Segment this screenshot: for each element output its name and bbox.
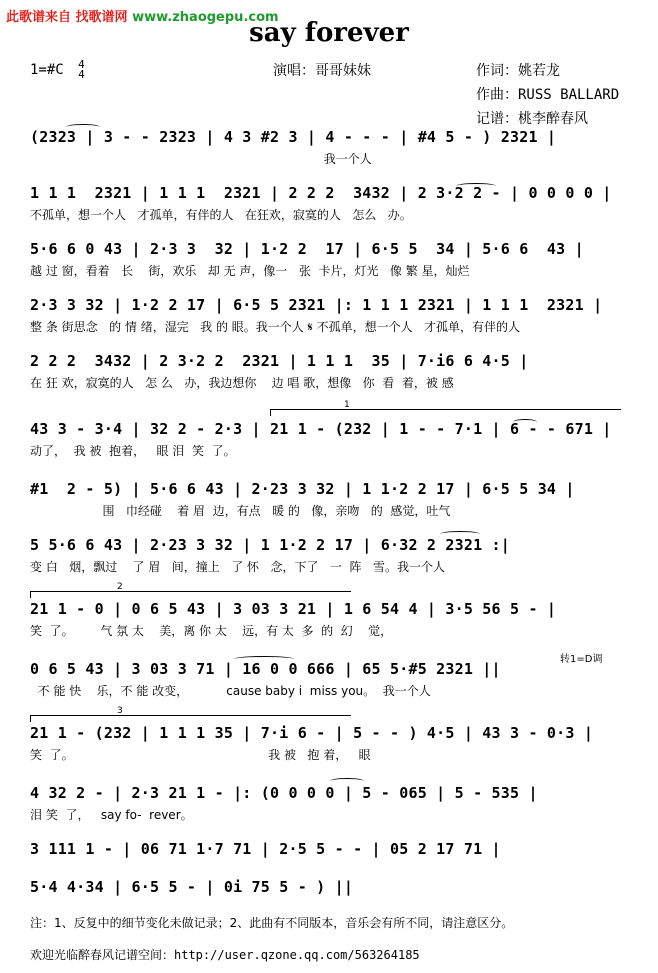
watermark-mid: 找歌谱网 [75, 10, 128, 25]
notation-line: 5 5·6 6 43 | 2·23 3 32 | 1 1·2 2 17 | 6·32 2 2321 :| [30, 536, 510, 554]
notation-line: 5·4 4·34 | 6·5 5 - | 0i 75 5 - ) || [30, 878, 354, 896]
lyric-line: 变 白 烟，飘过 了 眉 间，撞上 了 怀 念，下了 一 阵 雪。我一个人 [30, 560, 445, 574]
lyric-line: 在 狂 欢，寂寞的人 怎 么 办，我边想你 边 唱 歌，想像 你 看 着，被 感 [30, 376, 454, 390]
slur [66, 124, 100, 130]
lyricist: 作词：姚若龙 [476, 63, 560, 79]
welcome-link[interactable]: 欢迎光临醉春风记谱空间：http://user.qzone.qq.com/563264185 [30, 948, 420, 962]
volta-bracket-1: 1 [270, 409, 621, 416]
tie [234, 656, 294, 662]
lyric-line: 越 过 窗，看着 长 街，欢乐 却 无 声，像一 张 卡片，灯光 像 繁 星，灿烂 [30, 264, 470, 278]
notation-line: 43 3 - 3·4 | 32 2 - 2·3 | 21 1 - (232 | 1 - - 7·1 | 6 - - 671 | [30, 420, 612, 438]
notation-line: 1 1 1 2321 | 1 1 1 2321 | 2 2 2 3432 | 2 3·2 2 - | 0 0 0 0 | [30, 184, 612, 202]
notation-line: 5·6 6 0 43 | 2·3 3 32 | 1·2 2 17 | 6·5 5 34 | 5·6 6 43 | [30, 240, 584, 258]
composer: 作曲：RUSS BALLARD [476, 87, 620, 103]
lyric-line: 我一个人 [30, 152, 372, 166]
modulation-mark: 转1=D调 [560, 654, 603, 665]
time-signature: 4 4 [78, 58, 85, 81]
key-label: 1=#C [30, 62, 64, 78]
volta-bracket-2: 2 [30, 591, 351, 598]
notation-line: 2·3 3 32 | 1·2 2 17 | 6·5 5 2321 |: 1 1 1 2321 | 1 1 1 2321 | [30, 296, 603, 314]
watermark-url[interactable]: www.zhaogepu.com [132, 10, 279, 25]
lyric-line: 笑 了。 我 被 抱 着， 眼 [30, 748, 371, 762]
notation-line: 3 111 1 - | 06 71 1·7 71 | 2·5 5 - - | 05 2 17 71 | [30, 840, 501, 858]
key-signature [30, 60, 85, 80]
lyric-line: 泪 笑 了， say fo- rever。 [30, 808, 193, 822]
notation-line: (2323 | 3 - - 2323 | 4 3 #2 3 | 4 - - - | #4 5 - ) 2321 | [30, 128, 557, 146]
notation-line: #1 2 - 5) | 5·6 6 43 | 2·23 3 32 | 1 1·2 2 17 | 6·5 5 34 | [30, 480, 575, 498]
slur [330, 778, 364, 784]
slur [513, 419, 537, 425]
volta-bracket-3: 3 [30, 715, 351, 722]
lyric-line: 整 条 街思念 的 情 绪，湿完 我 的 眼。我一个人 𝄋 不孤单，想一个人 才孤单，有伴的人 [30, 320, 521, 334]
watermark-left: 此歌谱来自 [6, 10, 72, 25]
slur [440, 531, 480, 537]
lyric-line: 笑 了。 气 氛 太 美，离 你 太 远，有 太 多 的 幻 觉， [30, 624, 393, 638]
notation-line: 0 6 5 43 | 3 03 3 71 | 16 0 0 666 | 65 5·#5 2321 || [30, 660, 501, 678]
notation-line: 21 1 - (232 | 1 1 1 35 | 7·i 6 - | 5 - - ) 4·5 | 43 3 - 0·3 | [30, 724, 594, 742]
notation-line: 4 32 2 - | 2·3 21 1 - |: (0 0 0 0 | 5 - 065 | 5 - 535 | [30, 784, 538, 802]
singer: 演唱：哥哥妹妹 [273, 63, 371, 79]
lyric-line: 动了， 我 被 抱着， 眼 泪 笑 了。 [30, 444, 236, 458]
lyric-line: 不 能 快 乐，不 能 改变， cause baby i miss you。 我一个人 [30, 684, 431, 698]
notation-line: 21 1 - 0 | 0 6 5 43 | 3 03 3 21 | 1 6 54 4 | 3·5 56 5 - | [30, 600, 557, 618]
song-title: say forever [249, 18, 409, 48]
transcriber: 记谱：桃李醉春风 [476, 111, 588, 127]
lyric-line: 围 巾经碰 着 眉 边，有点 暖 的 像，亲吻 的 感觉，吐气 [30, 504, 451, 518]
lyric-line: 不孤单，想一个人 才孤单，有伴的人 在狂欢，寂寞的人 怎么 办。 [30, 208, 412, 222]
slur [456, 183, 496, 189]
footnote: 注：1、反复中的细节变化未做记录；2、此曲有不同版本，音乐会有所不同，请注意区分。 [30, 916, 514, 930]
notation-line: 2 2 2 3432 | 2 3·2 2 2321 | 1 1 1 35 | 7·i6 6 4·5 | [30, 352, 529, 370]
